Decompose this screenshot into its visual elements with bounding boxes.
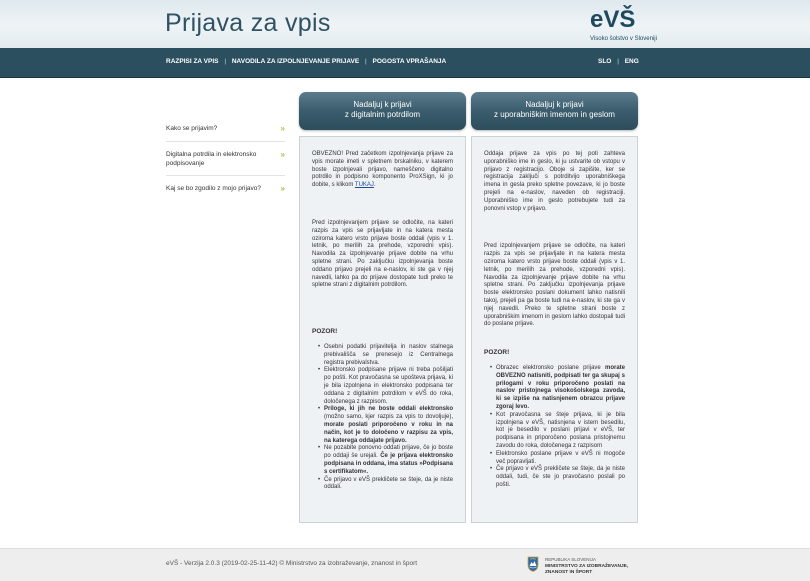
pozor-heading: POZOR! xyxy=(484,349,510,357)
logo-subtitle: Visoko šolstvo v Sloveniji xyxy=(590,36,657,42)
punctuation: . xyxy=(373,182,376,189)
tukaj-link[interactable]: TUKAJ xyxy=(354,182,374,189)
footer-version-text: eVŠ - Verzija 2.0.3 (2019-02-25-11-42) © Ministrstvo za izobraževanje, znanost in šport xyxy=(166,560,418,567)
nav-links xyxy=(166,58,446,65)
chevron-right-icon: » xyxy=(280,124,285,133)
panel-paragraph: Pred izpolnjevanjem prijave se odločite, na kateri razpis za vpis se prijavljate in na katera mesta oziroma katero vrsto prijave boste oddali (vpis v 1. letnik, po merilih za prehode, vzporedni vpis). Navodila za izpolnjevanje prijave dobite na vrhu spletne strani. Po zaključku izpolnjevanja prijave boste elektronsko poslani dokument lahko natisnili takoj, prejeli pa ga boste tudi na e-naslov, ki ste ga v njej navedli. Preko te spletne strani boste z uporabniškim imenom in geslom lahko dostopali tudi do poslane prijave. xyxy=(484,243,625,328)
sidebar-item-label: Kako se prijavim? xyxy=(166,125,218,132)
nav-separator: | xyxy=(617,58,619,65)
list-item: • Če prijavo v eVŠ prekličete se šteje, da je niste oddali. xyxy=(318,477,453,493)
sidebar-item-label: Digitalna potrdila in elektronsko podpisovanje xyxy=(166,151,257,167)
continue-digital-certificate-button[interactable] xyxy=(299,92,466,130)
button-label-line2: z uporabniškim imenom in geslom xyxy=(494,110,615,119)
pozor-list xyxy=(484,365,625,490)
page-footer xyxy=(0,548,810,581)
panel-paragraph xyxy=(312,151,453,190)
nav-link-navodila[interactable]: NAVODILA ZA IZPOLNJEVANJE PRIJAVE xyxy=(231,58,360,65)
continue-username-password-button[interactable] xyxy=(471,92,638,130)
username-password-info-panel xyxy=(471,136,638,523)
nav-separator: | xyxy=(224,58,227,65)
list-item: • Kot pravočasna se šteje prijava, ki je bila izpolnjena v eVŠ, natisnjena v istem besedilu, kot je besedilo v poslani prijavi v eVŠ, ter podpisana in priporočeno poslana pristojnemu zavodu do roka, določenega z razpisom xyxy=(490,412,625,451)
ministry-line1: REPUBLIKA SLOVENIJA xyxy=(545,557,597,562)
bold-text: Priloge, ki jih ne boste oddali elektronsko xyxy=(324,406,453,413)
list-item xyxy=(318,406,453,445)
pozor-heading: POZOR! xyxy=(312,328,338,336)
sidebar-item-digitalna-potrdila[interactable] xyxy=(166,142,285,176)
sidebar-item-kako-se-prijavim[interactable] xyxy=(166,117,285,142)
bold-text: morate poslati priporočeno v roku in na način, kot je to določeno v razpisu za vpis, na katerega oddajate prijavo. xyxy=(324,421,453,444)
list-text: Ne pozabite ponovno oddati prijave, če jo boste po oddaji še urejali. xyxy=(324,445,453,460)
pozor-list xyxy=(312,344,453,492)
sidebar xyxy=(166,117,285,201)
chevron-right-icon: » xyxy=(280,150,285,159)
button-label-line2: z digitalnim potrdilom xyxy=(344,110,421,119)
list-item xyxy=(318,445,453,476)
panel-paragraph: Oddaja prijave za vpis po tej poti zahteva uporabniško ime in geslo, ki ju ustvarite ob vstopu v prijavo z registracijo. Oboje si zapišite, ker se registracija zaključi s potrditvijo uporabniškega imena in gesla preko spletne povezave, ki jo boste prejeli na e-naslov, naveden ob registraciji. Uporabniško ime in geslo potrebujete tudi za ponovni vstop v prijavo. xyxy=(484,151,625,212)
lang-eng-link[interactable]: ENG xyxy=(624,58,639,65)
nav-link-razpisi[interactable]: RAZPISI ZA VPIS xyxy=(166,58,219,65)
nav-separator: | xyxy=(365,58,367,65)
sidebar-item-label: Kaj se bo zgodilo z mojo prijavo? xyxy=(166,185,262,192)
list-item: • Elektronsko podpisane prijave ni treba pošiljati po pošti. Kot pravočasna se upošteva prijava, ki je bila izpolnjena in elektronsko podpisana ter oddana z digitalnim potrdilom v eVŠ do roka, določenega z razpisom. xyxy=(318,367,453,406)
lang-slo-link[interactable]: SLO xyxy=(598,58,612,65)
evs-logo[interactable] xyxy=(590,6,657,46)
language-switcher xyxy=(598,58,639,65)
ministry-logo[interactable] xyxy=(527,556,657,578)
button-label-line1: Nadaljuj k prijavi xyxy=(525,100,584,109)
button-label-line1: Nadaljuj k prijavi xyxy=(353,100,412,109)
sidebar-item-kaj-se-bo-zgodilo[interactable] xyxy=(166,176,285,201)
obvezno-text: OBVEZNO! Pred začetkom izpolnjevanja prijave za vpis morate imeti v spletnem brskalniku, v katerem boste izpolnjevali prijavo, nameščeno digitalno potrdilo in podpisno komponento ProXSign, ki jo dobite, s klikom xyxy=(312,151,453,189)
bold-text: Če je prijava elektronsko podpisana in oddana, ima status »Podpisana s certifikatom«. xyxy=(324,453,453,475)
main-navbar xyxy=(0,48,810,78)
site-title: Prijava za vpis xyxy=(165,9,331,37)
list-item xyxy=(490,365,625,412)
bold-text: morate OBVEZNO natisniti, podpisati ter ga skupaj s prilogami v roku priporočeno poslati na naslov pristojnega visokošolskega zavoda, ki se izpiše na natisnjenem obrazcu prijave zgoraj levo. xyxy=(496,364,625,410)
ministry-line3: ZNANOST IN ŠPORT xyxy=(545,570,593,575)
nav-link-vprasanja[interactable]: POGOSTA VPRAŠANJA xyxy=(372,58,447,65)
list-item: • Če prijavo v eVŠ prekličete se šteje, da je niste oddali, tudi, če ste jo pravočasno poslali po pošti. xyxy=(490,466,625,489)
panel-paragraph: Pred izpolnjevanjem prijave se odločite, na kateri razpis za vpis se prijavljate in na katera mesta oziroma katero vrsto prijave boste oddali (vpis v 1. letnik, po merilih za prehode, vzporedni vpis). Navodila za izpolnjevanje prijave dobite na vrhu spletne strani. Po zaključku izpolnjevanja boste oddano prijavo prejeli na e-naslov, ki ste ga v njej navedli, lahko pa do prijave dostopate tudi preko te spletne strani z digitalnim potrdilom. xyxy=(312,219,453,289)
slovenia-crest-icon xyxy=(527,556,539,572)
list-text: Obrazec elektronsko poslane prijave xyxy=(496,364,605,371)
list-item: • Osebni podatki prijavitelja in naslov stalnega prebivališča se prenesejo iz Centralnega registra prebivalstva. xyxy=(318,344,453,367)
chevron-right-icon: » xyxy=(280,184,285,193)
page-header xyxy=(0,0,810,48)
digital-certificate-info-panel xyxy=(299,136,466,523)
list-item: • Elektronsko poslane prijave v eVŠ ni mogoče več popravljati. xyxy=(490,451,625,467)
ministry-line2: MINISTRSTVO ZA IZOBRAŽEVANJE, xyxy=(545,564,629,569)
list-text: (možno samo, kjer razpis za vpis to dovoljuje), xyxy=(324,414,453,421)
logo-wordmark: eVŠ xyxy=(590,6,636,33)
